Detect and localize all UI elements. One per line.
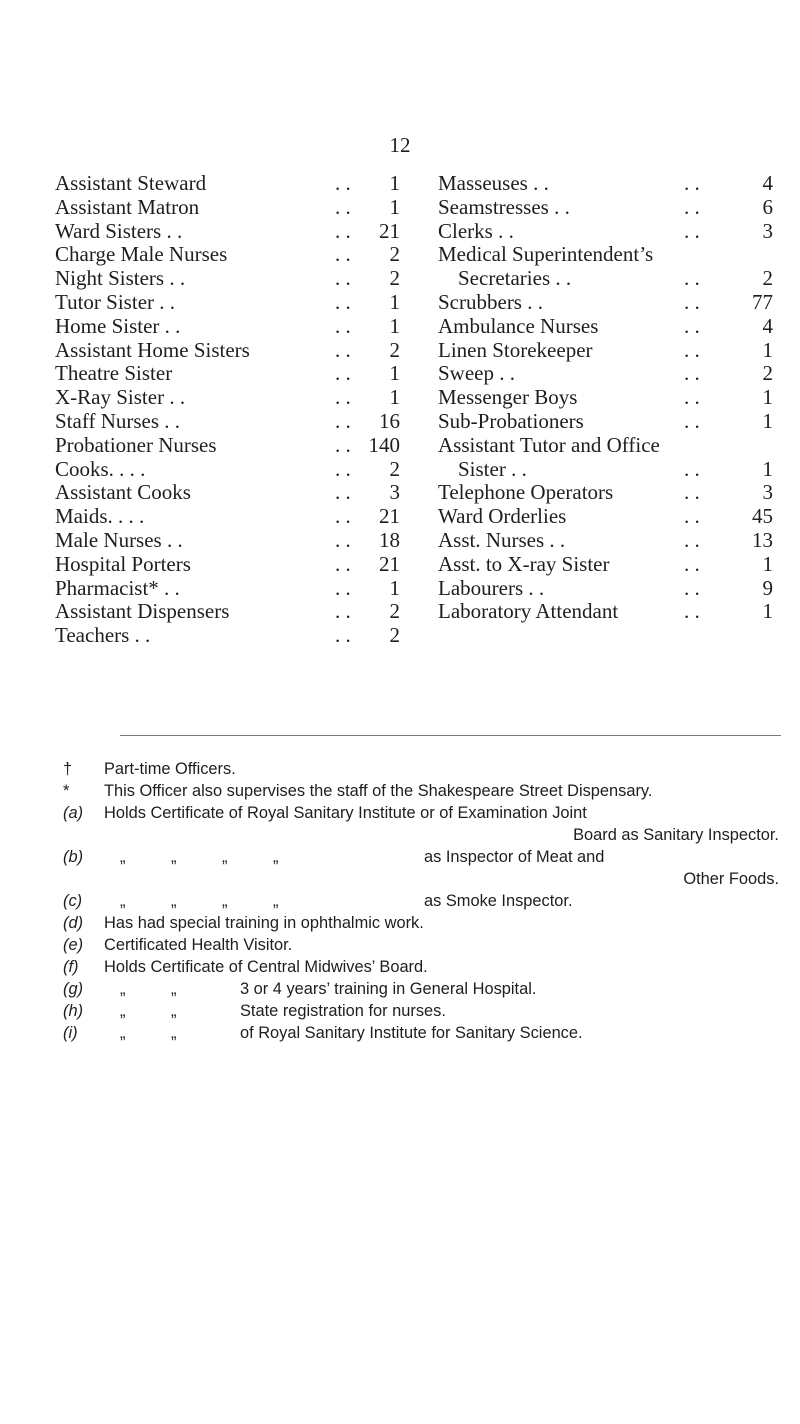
staff-role: Clerks . . <box>438 218 514 243</box>
footnote-h <box>0 1000 800 1022</box>
staff-role: Assistant Steward <box>55 171 207 195</box>
staff-role: Male Nurses . . <box>55 527 183 552</box>
staff-count: 3 <box>389 480 400 505</box>
footnote-marker: † <box>63 760 73 778</box>
footnote-f <box>0 956 800 978</box>
staff-role: Asst. Nurses . . <box>438 527 566 552</box>
leader-dots: . . <box>335 361 351 386</box>
staff-role: Assistant Dispensers <box>55 599 230 624</box>
staff-count: 1 <box>762 599 773 624</box>
staff-role: Sweep . . <box>438 361 515 386</box>
leader-dots: . . <box>335 408 351 433</box>
footnotes <box>0 758 800 1044</box>
staff-role: Messenger Boys <box>438 385 578 410</box>
staff-row <box>438 481 778 505</box>
leader-dots: . . <box>684 194 700 219</box>
staff-role: Masseuses . . <box>438 171 549 195</box>
staff-row <box>55 600 435 624</box>
staff-role: Telephone Operators <box>438 480 614 505</box>
staff-row <box>438 315 778 339</box>
staff-role: Sister . . <box>458 456 527 481</box>
staff-row <box>55 481 435 505</box>
staff-count: 1 <box>389 361 400 386</box>
staff-row <box>438 529 778 553</box>
staff-role: Ambulance Nurses <box>438 313 599 338</box>
staff-role: Assistant Matron <box>55 194 200 219</box>
leader-dots: . . <box>335 623 351 648</box>
staff-row <box>438 553 778 577</box>
staff-count: 45 <box>752 504 773 529</box>
staff-role: Assistant Tutor and Office <box>438 432 660 457</box>
leader-dots: . . <box>684 313 700 338</box>
footnote-text: as Smoke Inspector. <box>424 892 573 910</box>
staff-role: Teachers . . <box>55 623 151 648</box>
staff-count: 21 <box>379 504 400 529</box>
staff-count: 4 <box>762 313 773 338</box>
footnote-text: Certificated Health Visitor. <box>104 936 293 954</box>
footnote-marker: (b) <box>63 848 84 866</box>
staff-row <box>55 577 435 601</box>
staff-role: Tutor Sister . . <box>55 289 176 314</box>
staff-role: X-Ray Sister . . <box>55 385 186 410</box>
footnote-marker: (f) <box>63 958 79 976</box>
staff-role: Night Sisters . . <box>55 266 186 291</box>
staff-row <box>438 220 778 244</box>
leader-dots: . . <box>335 385 351 410</box>
footnote-marker: (g) <box>63 980 84 998</box>
footnote-asterisk <box>0 780 800 802</box>
staff-row <box>438 434 778 458</box>
leader-dots: . . <box>335 456 351 481</box>
leader-dots: . . <box>335 480 351 505</box>
staff-count: 1 <box>389 385 400 410</box>
staff-role: Home Sister . . <box>55 313 181 338</box>
staff-role: Charge Male Nurses <box>55 242 228 267</box>
staff-row <box>438 267 778 291</box>
leader-dots: . . <box>684 480 700 505</box>
footnote-text: State registration for nurses. <box>240 1002 446 1020</box>
leader-dots: . . <box>684 551 700 576</box>
leader-dots: . . <box>335 575 351 600</box>
footnote-text: of Royal Sanitary Institute for Sanitary Science. <box>240 1024 583 1042</box>
staff-role: Medical Superintendent’s <box>438 242 654 267</box>
ditto-marks: „ „ <box>120 980 177 998</box>
staff-row <box>55 553 435 577</box>
footnote-text: as Inspector of Meat and <box>424 848 605 866</box>
staff-row <box>55 458 435 482</box>
staff-count: 1 <box>762 456 773 481</box>
staff-count: 2 <box>389 623 400 648</box>
leader-dots: . . <box>335 599 351 624</box>
staff-count: 2 <box>389 266 400 291</box>
staff-row <box>55 529 435 553</box>
staff-role: Theatre Sister <box>55 361 173 386</box>
leader-dots: . . <box>335 289 351 314</box>
leader-dots: . . <box>335 313 351 338</box>
footnote-marker: (h) <box>63 1002 84 1020</box>
staff-count: 2 <box>389 599 400 624</box>
leader-dots: . . <box>684 504 700 529</box>
leader-dots: . . <box>684 385 700 410</box>
staff-row <box>438 410 778 434</box>
staff-count: 2 <box>389 337 400 362</box>
footnote-text: Part-time Officers. <box>104 760 236 778</box>
staff-count: 2 <box>762 361 773 386</box>
staff-role: Ward Sisters . . <box>55 218 183 243</box>
staff-role: Scrubbers . . <box>438 289 543 314</box>
staff-row <box>438 505 778 529</box>
leader-dots: . . <box>335 194 351 219</box>
staff-count: 1 <box>389 289 400 314</box>
staff-row <box>55 220 435 244</box>
staff-count: 2 <box>762 266 773 291</box>
footnote-marker: (c) <box>63 892 83 910</box>
footnote-text: 3 or 4 years’ training in General Hospital. <box>240 980 537 998</box>
leader-dots: . . <box>684 171 700 195</box>
staff-row <box>438 196 778 220</box>
staff-role: Hospital Porters <box>55 551 191 576</box>
staff-role: Probationer Nurses <box>55 432 217 457</box>
staff-role: Labourers . . <box>438 575 545 600</box>
footnote-a-continuation: Board as Sanitary Inspector. <box>573 826 779 844</box>
staff-row <box>55 339 435 363</box>
staff-row <box>55 291 435 315</box>
staff-role: Maids. . . . <box>55 504 145 529</box>
staff-role: Linen Storekeeper <box>438 337 593 362</box>
staff-count: 18 <box>379 527 400 552</box>
staff-role: Staff Nurses . . <box>55 408 181 433</box>
staff-count: 13 <box>752 527 773 552</box>
leader-dots: . . <box>335 218 351 243</box>
footnote-i <box>0 1022 800 1044</box>
footnote-a <box>0 802 800 824</box>
staff-row <box>55 196 435 220</box>
staff-count: 77 <box>752 289 773 314</box>
staff-row <box>438 386 778 410</box>
staff-row <box>55 172 435 196</box>
leader-dots: . . <box>684 575 700 600</box>
staff-row <box>438 339 778 363</box>
leader-dots: . . <box>684 456 700 481</box>
footnote-text: Holds Certificate of Royal Sanitary Institute or of Examination Joint <box>104 804 587 822</box>
staff-count: 1 <box>762 551 773 576</box>
footnote-marker: * <box>63 782 70 800</box>
staff-row <box>55 624 435 648</box>
staff-row <box>438 243 778 267</box>
staff-count: 21 <box>379 218 400 243</box>
staff-count: 6 <box>762 194 773 219</box>
staff-role: Seamstresses . . <box>438 194 570 219</box>
staff-role: Laboratory Attendant <box>438 599 619 624</box>
staff-row <box>438 577 778 601</box>
ditto-marks: „ „ „ „ <box>120 892 279 910</box>
staff-count: 1 <box>389 194 400 219</box>
staff-count: 1 <box>762 385 773 410</box>
leader-dots: . . <box>335 242 351 267</box>
staff-row <box>55 505 435 529</box>
footnote-text: This Officer also supervises the staff of the Shakespeare Street Dispensary. <box>104 782 653 800</box>
leader-dots: . . <box>335 432 351 457</box>
staff-count: 1 <box>762 337 773 362</box>
leader-dots: . . <box>684 599 700 624</box>
staff-row <box>55 315 435 339</box>
footnote-d <box>0 912 800 934</box>
ditto-marks: „ „ <box>120 1024 177 1042</box>
staff-count: 3 <box>762 480 773 505</box>
staff-role: Ward Orderlies <box>438 504 567 529</box>
staff-count: 21 <box>379 551 400 576</box>
footnote-marker: (d) <box>63 914 84 932</box>
leader-dots: . . <box>684 337 700 362</box>
ditto-marks: „ „ <box>120 1002 177 1020</box>
leader-dots: . . <box>684 289 700 314</box>
staff-count: 4 <box>762 171 773 195</box>
staff-count: 1 <box>389 313 400 338</box>
footnote-dagger <box>0 758 800 780</box>
ditto-marks: „ „ „ „ <box>120 848 279 866</box>
staff-row <box>55 243 435 267</box>
staff-count: 1 <box>389 171 400 195</box>
staff-role: Assistant Home Sisters <box>55 337 250 362</box>
footnote-marker: (i) <box>63 1024 78 1042</box>
staff-row <box>55 362 435 386</box>
staff-row <box>438 362 778 386</box>
section-divider <box>120 735 781 736</box>
leader-dots: . . <box>684 266 700 291</box>
footnote-b <box>0 846 800 868</box>
leader-dots: . . <box>684 408 700 433</box>
staff-row <box>438 600 778 624</box>
leader-dots: . . <box>335 551 351 576</box>
staff-role: Cooks. . . . <box>55 456 146 481</box>
staff-count: 9 <box>762 575 773 600</box>
staff-list-right <box>438 172 778 624</box>
staff-role: Asst. to X-ray Sister <box>438 551 610 576</box>
staff-row <box>55 267 435 291</box>
page-number: 12 <box>389 133 411 157</box>
staff-row <box>438 291 778 315</box>
leader-dots: . . <box>335 527 351 552</box>
staff-count: 16 <box>379 408 400 433</box>
leader-dots: . . <box>684 527 700 552</box>
footnote-marker: (e) <box>63 936 84 954</box>
staff-row <box>55 386 435 410</box>
leader-dots: . . <box>335 266 351 291</box>
leader-dots: . . <box>335 337 351 362</box>
footnote-marker: (a) <box>63 804 84 822</box>
staff-list-left <box>55 172 435 648</box>
staff-role: Secretaries . . <box>458 266 572 291</box>
footnote-text: Holds Certificate of Central Midwives’ Board. <box>104 958 428 976</box>
staff-row <box>438 458 778 482</box>
staff-role: Sub-Probationers <box>438 408 584 433</box>
staff-role: Assistant Cooks <box>55 480 191 505</box>
footnote-b-continuation: Other Foods. <box>683 870 779 888</box>
leader-dots: . . <box>684 361 700 386</box>
staff-count: 1 <box>762 408 773 433</box>
staff-count: 1 <box>389 575 400 600</box>
footnote-text: Has had special training in ophthalmic work. <box>104 914 424 932</box>
staff-count: 3 <box>762 218 773 243</box>
leader-dots: . . <box>335 504 351 529</box>
footnote-c <box>0 890 800 912</box>
staff-count: 2 <box>389 242 400 267</box>
staff-row <box>55 410 435 434</box>
staff-row <box>438 172 778 196</box>
staff-count: 2 <box>389 456 400 481</box>
footnote-g <box>0 978 800 1000</box>
staff-row <box>55 434 435 458</box>
staff-role: Pharmacist* . . <box>55 575 180 600</box>
leader-dots: . . <box>335 171 351 195</box>
staff-count: 140 <box>368 432 400 457</box>
footnote-e <box>0 934 800 956</box>
leader-dots: . . <box>684 218 700 243</box>
